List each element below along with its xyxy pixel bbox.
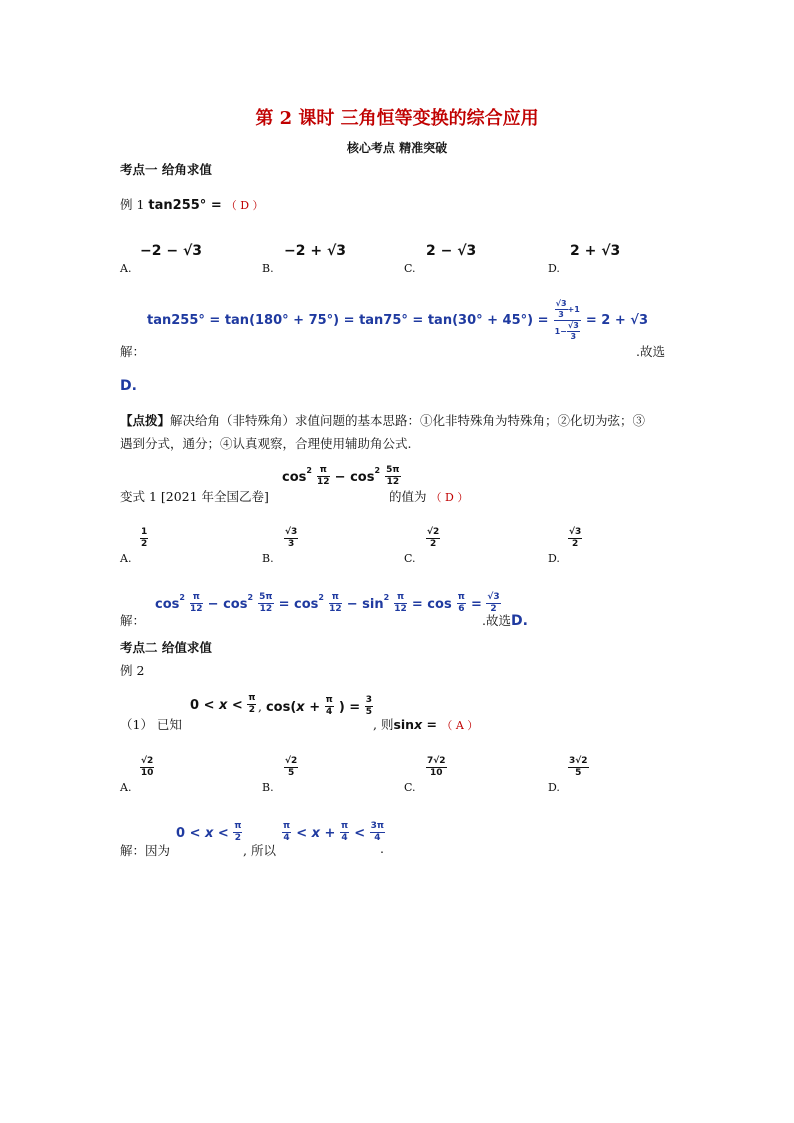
option-label: D. xyxy=(548,262,560,275)
option-label: D. xyxy=(548,552,560,565)
section-heading-2: 考点二 给值求值 xyxy=(120,640,212,655)
solution-end: . xyxy=(380,841,384,856)
tip-line-2: 遇到分式，通分；④认真观察，合理使用辅助角公式. xyxy=(120,436,412,451)
solution-expression: tan255° = tan(180° + 75°) = tan75° = tan(30° + 45°) = xyxy=(147,313,549,328)
variant-1-solution-formula: $\cos^2$ $\frac{\pi}{12}$ − $\cos^2$ $\frac{5\pi}{12}$ = $\cos^2$ $\frac{\pi}{12}$ − $\sin^2$ $\frac{\pi}{12}$ = cos $\frac{\pi}{6}$ = $\frac{√3}{2}$ xyxy=(155,592,500,614)
option-label: D. xyxy=(548,781,560,794)
option-value: $\frac{√2}{10}$ xyxy=(140,756,154,778)
solution-tail: .故选 xyxy=(636,344,665,359)
option-label: C. xyxy=(404,781,416,794)
option-label: C. xyxy=(404,552,416,565)
example-2-label: 例 2 xyxy=(120,663,145,678)
option-value: $\frac{7√2}{10}$ xyxy=(427,756,446,778)
example-2-part-1: （1） 已知 xyxy=(120,717,182,732)
option-label: B. xyxy=(262,552,274,565)
variant-1-label: 变式 1 [2021 年全国乙卷] xyxy=(120,489,269,504)
example-2-solution-range: $\frac{\pi}{4}$ < x + $\frac{\pi}{4}$ < $\frac{3\pi}{4}$ xyxy=(283,821,385,843)
example-label: 例 1 xyxy=(120,197,145,212)
answer-letter: D xyxy=(445,491,454,504)
tip-line-1 xyxy=(120,411,645,429)
option-value: $\frac{√2}{5}$ xyxy=(285,756,298,778)
solution-label: 解： xyxy=(120,344,146,359)
option-value: $\frac{√3}{3}$ xyxy=(285,527,298,549)
option-label: C. xyxy=(404,262,416,275)
option-label: A. xyxy=(120,552,132,565)
page-subtitle: 核心考点 精准突破 xyxy=(346,141,448,155)
option-value: $\frac{√2}{2}$ xyxy=(427,527,440,549)
variant-1-tail: 的值为 （ D ） xyxy=(389,489,469,504)
solution-label: 解： xyxy=(120,613,146,628)
solution-label: 解：因为 xyxy=(120,843,171,858)
solution-fraction: $\frac{√3}{3}$ +1 1− $\frac{√3}{3}$ xyxy=(554,299,580,341)
solution-result: = 2 + √3 xyxy=(585,313,649,328)
section-heading-1: 考点一 给角求值 xyxy=(120,162,212,177)
solution-answer: D. xyxy=(120,378,137,394)
example-1-question: 例 1 tan255° = （ D ） xyxy=(120,197,264,213)
page-title: 第 2 课时 三角恒等变换的综合应用 xyxy=(255,108,539,129)
example-2-query: , 则sinx = （ A ） xyxy=(373,717,479,732)
solution-answer: D. xyxy=(510,613,528,629)
example-1-solution-formula xyxy=(147,300,648,341)
answer-letter: D xyxy=(240,199,250,212)
option-value: $\frac{3√2}{5}$ xyxy=(569,756,588,778)
option-expression: 2 − √3 xyxy=(426,243,477,259)
option-expression: −2 + √3 xyxy=(284,243,347,259)
option-label: A. xyxy=(120,262,132,275)
option-label: B. xyxy=(262,262,274,275)
answer-letter: A xyxy=(455,719,464,732)
solution-connector: , 所以 xyxy=(243,843,276,858)
solution-tail: .故选D. xyxy=(482,613,528,629)
tip-label: 【点拨】 xyxy=(120,413,171,428)
option-label: B. xyxy=(262,781,274,794)
variant-1-expression: $\cos^2$ $\frac{\pi}{12}$ − $\cos^2$ $\frac{5\pi}{12}$ xyxy=(282,465,400,487)
example-2-condition: 0 < x < $\frac{\pi}{2}$ xyxy=(190,693,256,715)
math-expression: tan255° = xyxy=(148,198,222,213)
option-expression: 2 + √3 xyxy=(570,243,621,259)
option-value: $\frac{1}{2}$ xyxy=(141,527,148,549)
option-value: $\frac{√3}{2}$ xyxy=(569,527,582,549)
example-2-given: , cos(x + $\frac{\pi}{4}$ ) = $\frac{3}{5}$ xyxy=(258,695,372,717)
option-expression: −2 − √3 xyxy=(140,243,203,259)
example-2-solution-condition: 0 < x < $\frac{\pi}{2}$ xyxy=(176,821,242,843)
tip-text: 解决给角（非特殊角）求值问题的基本思路：①化非特殊角为特殊角；②化切为弦；③ xyxy=(170,413,646,428)
option-label: A. xyxy=(120,781,132,794)
